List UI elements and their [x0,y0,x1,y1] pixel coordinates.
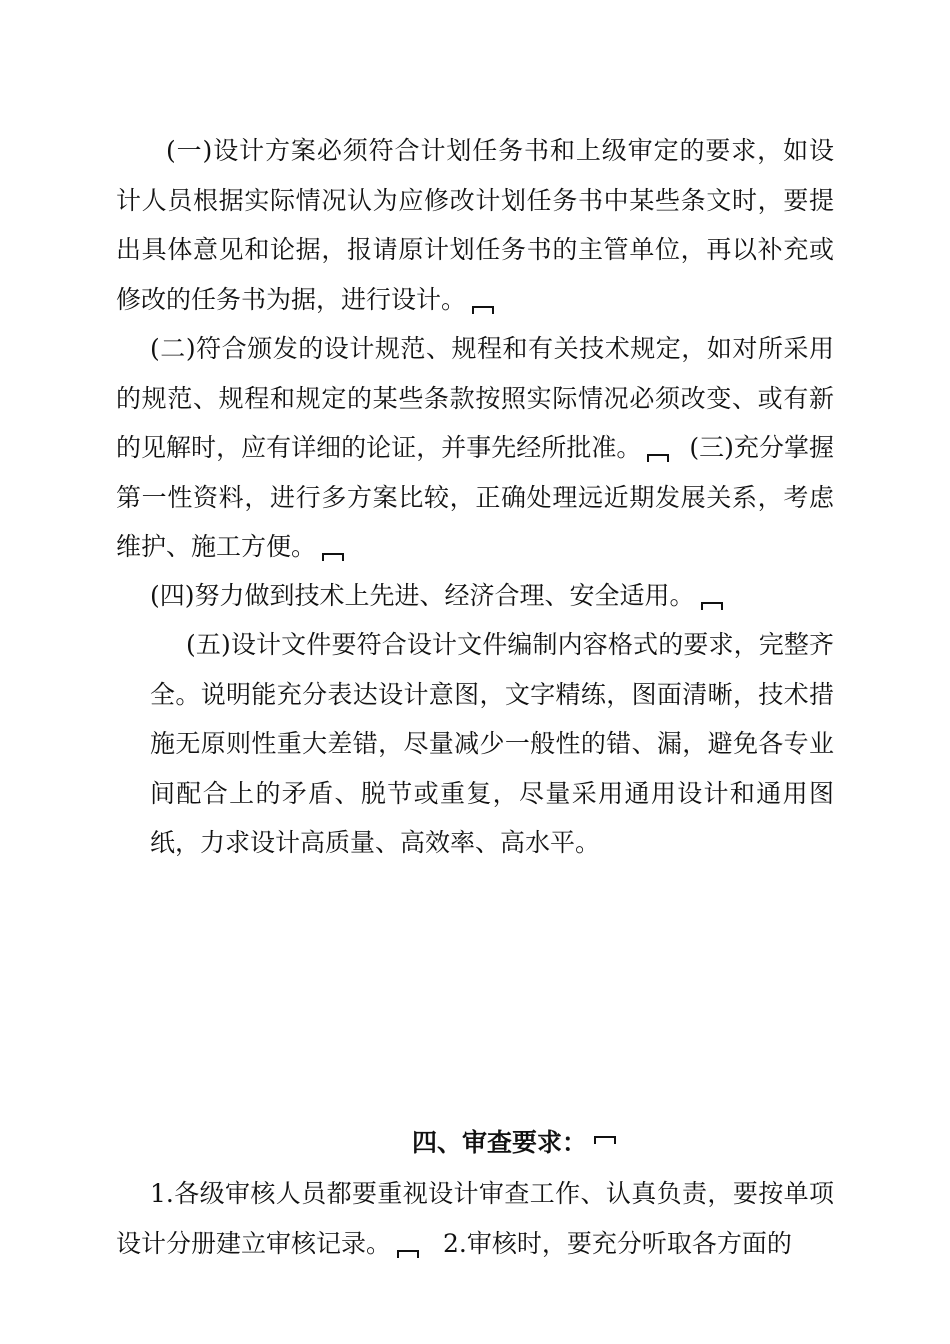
paragraph-4-text: (四)努力做到技术上先进、经济合理、安全适用。 [150,581,695,610]
paragraph-mark-icon [594,1136,616,1144]
paragraph-1-text: (一)设计方案必须符合计划任务书和上级审定的要求，如设计人员根据实际情况认为应修改计划任务书中某些条文时，要提出具体意见和论据，报请原计划任务书的主管单位，再以补充或修改的任务书为据，进行设计。 [116,136,834,314]
paragraph-5-text: (五)设计文件要符合设计文件编制内容格式的要求，完整齐全。说明能充分表达设计意图，文字精练，图面清晰，技术措施无原则性重大差错，尽量减少一般性的错、漏，避免各专业间配合上的矛盾、脱节或重复，尽量采用通用设计和通用图纸，力求设计高质量、高效率、高水平。 [150,630,834,857]
paragraph-mark-icon [472,306,494,314]
paragraph-3-text: (三)充分掌握第一性资料，进行多方案比较，正确处理远近期发展关系，考虑维护、施工方便。 [116,433,834,561]
section-heading-text: 四、审查要求： [412,1128,588,1157]
paragraph-5 [150,620,834,868]
section-paragraph [116,1169,834,1268]
paragraph-2 [116,324,834,572]
paragraph-2-text: (二)符合颁发的设计规范、规程和有关技术规定，如对所采用的规范、规程和规定的某些条款按照实际情况必须改变、或有新的见解时，应有详细的论证，并事先经所批准。 [116,334,834,462]
paragraph-mark-icon [397,1250,419,1258]
section-item-1: 1.各级审核人员都要重视设计审查工作、认真负责，要按单项设计分册建立审核记录。 [116,1179,834,1258]
paragraph-mark-icon [322,553,344,561]
paragraph-mark-icon [701,602,723,610]
paragraph-1 [116,126,834,324]
section-item-2: 2.审核时，要充分听取各方面的 [443,1228,792,1258]
paragraph-4 [116,571,834,621]
paragraph-mark-icon [647,454,669,462]
